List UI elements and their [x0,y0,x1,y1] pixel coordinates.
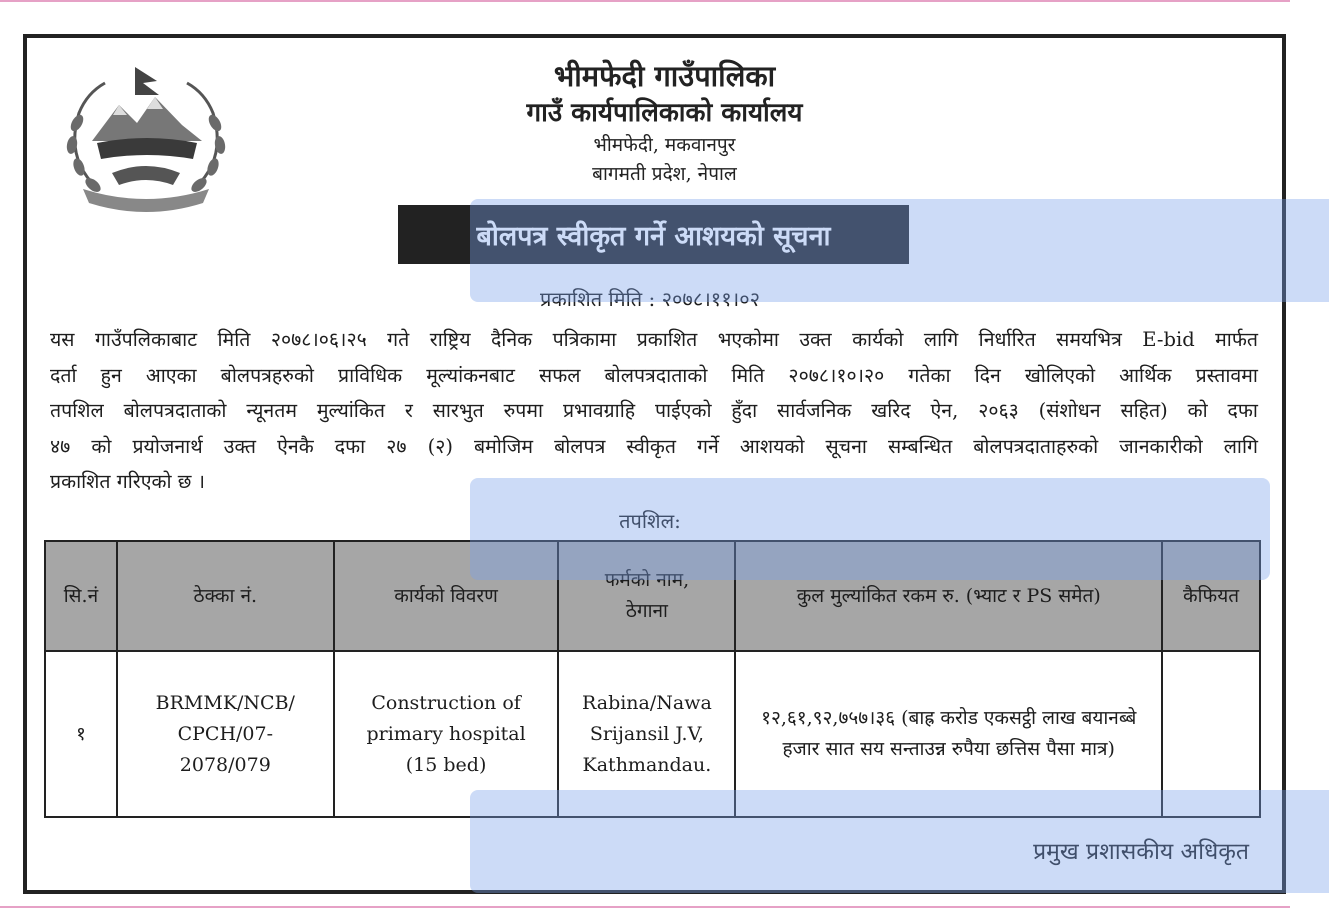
signature-title: प्रमुख प्रशासकीय अधिकृत [1033,839,1249,865]
cell-contract-no: BRMMK/NCB/ CPCH/07- 2078/079 [117,651,334,817]
published-date: प्रकाशित मिति : २०७८।११।०२ [540,287,760,311]
table-row [45,651,1260,817]
cell-remarks [1162,651,1260,817]
notice-body-line: प्रकाशित गरिएको छ । [50,470,206,493]
cell-total-amount: १२,६१,९२,७५७।३६ (बाह्र करोड एकसट्ठी लाख बयानब्बे हजार सात सय सन्ताउन्न रुपैया छत्तिस पैसा मात्र) [735,651,1162,817]
notice-body [50,322,1258,500]
bottom-border-line [0,906,1290,908]
notice-body-line: तपशिल बोलपत्रदाताको न्यूनतम मुल्यांकित र सारभुत रुपमा प्रभावग्राहि पाईएको हुँदा सार्वजनिक खरिद ऐन, २०६३ (संशोधन सहित) को दफा [50,399,1258,422]
cell-work-description: Construction of primary hospital (15 bed) [334,651,559,817]
notice-title: बोलपत्र स्वीकृत गर्ने आशयको सूचना [398,205,909,264]
table-header-row [45,541,1260,651]
header-firm-name-address: फर्मको नाम, ठेगाना [558,541,735,651]
notice-body-line: यस गाउँपलिकाबाट मिति २०७८।०६।२५ गते राष्ट्रिय दैनिक पत्रिकामा प्रकाशित भएकोमा उक्त कार्यको लागि निर्धारित समयभित्र E-bid मार्फत [50,328,1258,351]
header-work-description: कार्यको विवरण [334,541,559,651]
header-remarks: कैफियत [1162,541,1260,651]
municipality-name: भीमफेदी गाउँपालिका [553,59,776,93]
office-location: भीमफेदी, मकवानपुर [593,134,736,156]
top-border-line [0,0,1290,2]
cell-firm-name-address: Rabina/Nawa Srijansil J.V, Kathmandau. [558,651,735,817]
header-total-amount: कुल मुल्यांकित रकम रु. (भ्याट र PS समेत) [735,541,1162,651]
header-contract-no: ठेक्का नं. [117,541,334,651]
office-province: बागमती प्रदेश, नेपाल [592,163,737,185]
bid-table [44,540,1261,818]
header-serial: सि.नं [45,541,117,651]
cell-serial: १ [45,651,117,817]
office-name: गाउँ कार्यपालिकाको कार्यालय [526,98,803,128]
notice-body-line: ४७ को प्रयोजनार्थ उक्त ऐनकै दफा २७ (२) बमोजिम बोलपत्र स्वीकृत गर्ने आशयको सूचना सम्बन्धित बोलपत्रदाताहरुको जानकारीको लागि [50,434,1258,458]
schedule-label: तपशिल: [619,509,681,533]
notice-body-line: दर्ता हुन आएका बोलपत्रहरुको प्राविधिक मूल्यांकनबाट सफल बोलपत्रदाताको मिति २०७८।१०।२० गतेका दिन खोलिएको आर्थिक प्रस्तावमा [50,363,1258,387]
